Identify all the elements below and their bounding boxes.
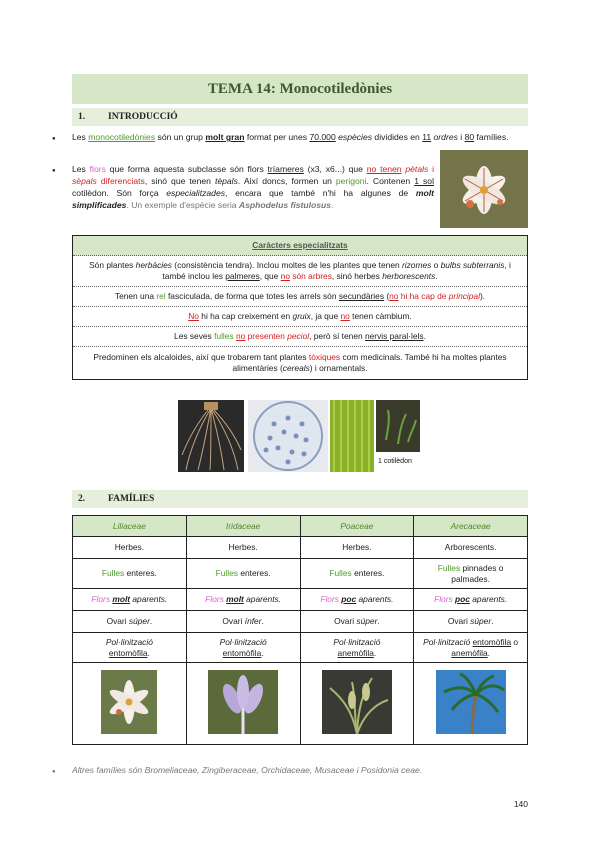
pollination-cell: Pol·linització anemòfila. xyxy=(300,633,414,663)
family-photo-cell xyxy=(73,663,187,745)
family-name: Poaceae xyxy=(300,516,414,537)
leaves-cell: Fulles enteres. xyxy=(73,559,187,589)
family-photo-cell xyxy=(186,663,300,745)
page-number: 140 xyxy=(513,799,528,809)
pollination-cell: Pol·linització entomòfila. xyxy=(186,633,300,663)
section-label: FAMÍLIES xyxy=(108,494,155,504)
page-title: TEMA 14: Monocotiledònies xyxy=(207,80,393,97)
ovary-cell: Ovari súper. xyxy=(73,611,187,633)
ovary-cell: Ovari ínfer. xyxy=(186,611,300,633)
section-label: INTRODUCCIÓ xyxy=(108,112,178,122)
liliaceae-flower-photo xyxy=(101,670,157,734)
section-heading-intro xyxy=(72,108,528,126)
arecaceae-palm-photo xyxy=(436,670,506,734)
roots-photo xyxy=(178,400,244,472)
table-row: Les seves fulles no presenten peciol, però sí tenen nervis paral·lels. xyxy=(73,327,528,347)
stem-cross-section-photo xyxy=(248,400,328,472)
pollination-cell: Pol·linització entomòfila. xyxy=(73,633,187,663)
table-row: No hi ha cap creixement en gruix, ja que no tenen càmbium. xyxy=(73,307,528,327)
habit-cell: Arborescents. xyxy=(414,537,528,559)
intro-paragraph-2: ● Les flors que forma aquesta subclasse són flors tríameres (x3, x6...) que no tenen pètals i sèpals diferenciats, sinó que tenen tèpals. Així doncs, formen un perigoni. Contenen 1 sol cotilèdon. Són força especialitzades, encara que també n'hi ha algunes de molt simplificades. Un exemple d'espècie seria Asphodelus fistulosus. xyxy=(72,163,434,211)
habit-cell: Herbes. xyxy=(300,537,414,559)
flowers-cell: Flors molt aparents. xyxy=(186,589,300,611)
family-name: Arecaceae xyxy=(414,516,528,537)
iridaceae-flower-photo xyxy=(208,670,278,734)
leaves-cell: Fulles enteres. xyxy=(300,559,414,589)
poaceae-grass-photo xyxy=(322,670,392,734)
table-row: Predominen els alcaloides, així que trobarem tant plantes tòxiques com medicinals. També hi ha moltes plantes alimentàries (cereals) i ornamentals. xyxy=(93,352,507,373)
section-heading-families xyxy=(72,490,528,508)
leaves-cell: Fulles enteres. xyxy=(186,559,300,589)
pollination-cell: Pol·linització entomòfila o anemòfila. xyxy=(414,633,528,663)
other-families-paragraph: ● Altres famílies són Bromeliaceae, Zingiberaceae, Orchidaceae, Musaceae i Posidonia ceae. xyxy=(72,764,528,776)
families-table xyxy=(72,515,528,745)
leaves-cell: Fulles pinnades o palmades. xyxy=(414,559,528,589)
cotyledon-label: 1 cotilèdon xyxy=(378,458,412,465)
flowers-cell: Flors molt aparents. xyxy=(73,589,187,611)
family-name: Liliaceae xyxy=(73,516,187,537)
flowers-cell: Flors poc aparents. xyxy=(300,589,414,611)
cotyledon-seedling-photo xyxy=(376,400,420,472)
flowers-cell: Flors poc aparents. xyxy=(414,589,528,611)
family-name: Iridaceae xyxy=(186,516,300,537)
parallel-veins-leaf-photo xyxy=(330,400,374,472)
section-number: 2. xyxy=(78,494,86,504)
specialized-characters-table xyxy=(72,235,528,380)
habit-cell: Herbes. xyxy=(73,537,187,559)
page-title-bar xyxy=(72,74,528,104)
ovary-cell: Ovari súper. xyxy=(300,611,414,633)
section-number: 1. xyxy=(78,112,86,122)
intro-paragraph-1: ● Les monocotiledònies són un grup molt gran format per unes 70.000 espècies dividides en 11 ordres i 80 famílies. xyxy=(72,131,528,143)
table-header: Caràcters especialitzats xyxy=(73,236,528,256)
table-row: Tenen una rel fasciculada, de forma que totes les arrels són secundàries (no hi ha cap de principal). xyxy=(73,287,528,307)
asphodelus-flower-photo xyxy=(440,150,528,228)
family-photo-cell xyxy=(414,663,528,745)
table-row: Són plantes herbàcies (consistència tendra). Inclou moltes de les plantes que tenen rizomes o bulbs subterranis, i també inclou les palmeres, que no són arbres, sinó herbes herborescents. xyxy=(73,256,528,287)
family-photo-cell xyxy=(300,663,414,745)
habit-cell: Herbes. xyxy=(186,537,300,559)
ovary-cell: Ovari súper. xyxy=(414,611,528,633)
